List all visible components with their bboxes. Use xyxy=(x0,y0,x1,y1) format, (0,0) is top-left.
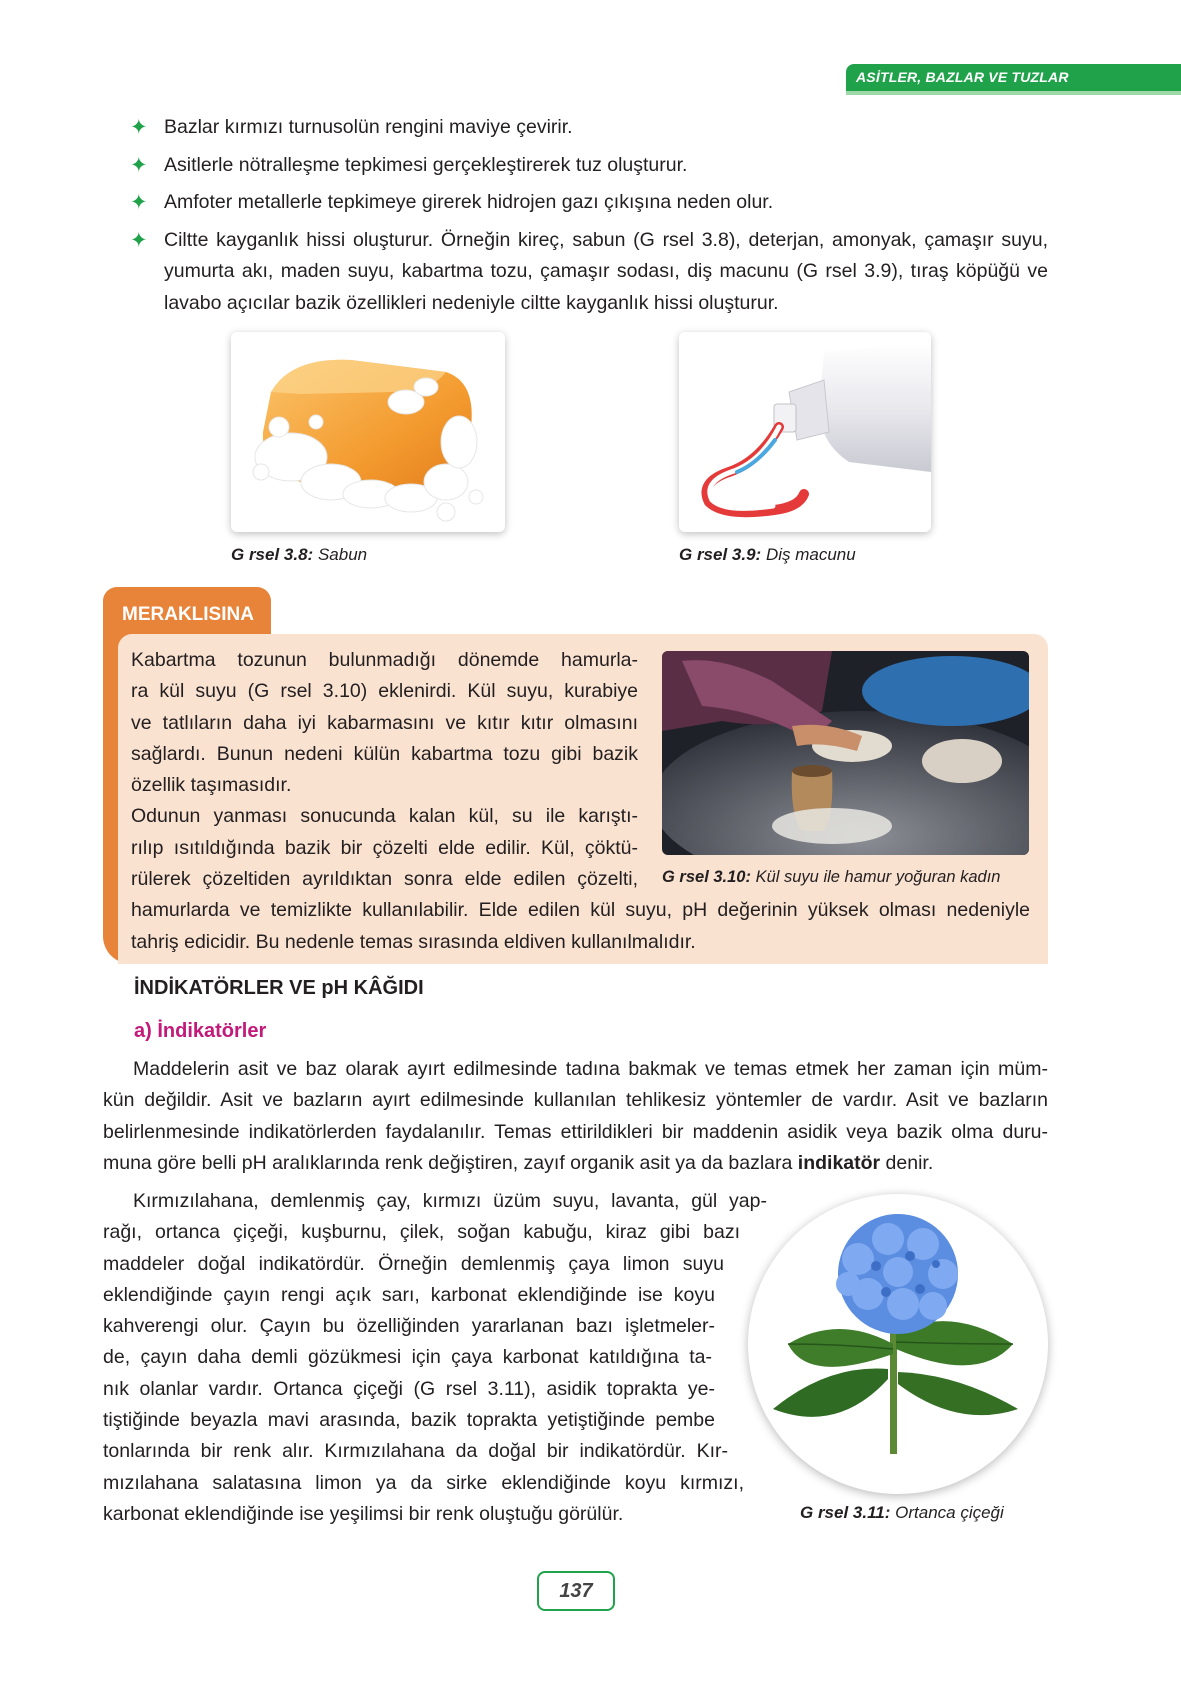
bullet-item: ✦ Bazlar kırmızı turnusolün rengini maviye çevirir. xyxy=(130,112,1048,144)
bullet-item: ✦ Asitlerle nötralleşme tepkimesi gerçekleştirerek tuz oluşturur. xyxy=(130,150,1048,182)
paragraph-natural-indicators: Kırmızılahana, demlenmiş çay, kırmızı üzüm suyu, lavanta, gül yap- rağı, ortanca çiçeği, kuşburnu, çilek, soğan kabuğu, kiraz gibi bazı maddeler doğal indikatördür. Örneğin demlenmiş çaya limon suyu eklendiğinde çayın rengi açık sarı, karbonat eklendiğinde ise koyu kahverengi olur. Çayın bu özelliğinden yararlanan bazı işletmeler- de, çayın daha demli gözükmesi için çaya karbonat katıldığına ta- nık olanlar vardır. Ortanca çiçeği (G rsel 3.11), asidik toprakta ye- tiştiğinde beyazla mavi arasında, bazik toprakta yetiştiğinde pembe tonlarında bir renk alır. Kırmızılahana da doğal bir indikatördür. Kır- mızılahana salatasına limon ya da sirke eklendiğinde koyu kırmızı, karbonat eklendiğinde ise yeşilimsi bir renk oluştuğu görülür. xyxy=(103,1190,767,1525)
figure-caption: G rsel 3.9: Diş macunu xyxy=(679,545,856,564)
ash-water-dough-photo xyxy=(662,651,1029,855)
bullet-list xyxy=(130,112,1048,325)
bullet-item: ✦ Ciltte kayganlık hissi oluşturur. Örneğin kireç, sabun (G rsel 3.8), deterjan, amonyak, çamaşır suyu, yumurta akı, maden suyu, kabartma tozu, çamaşır sodası, diş macunu (G rsel 3.9), tıraş köpüğü ve lavabo açıcılar bazik özellikleri nedeniyle ciltte kayganlık hissi oluşturur. xyxy=(130,225,1048,320)
paragraph-indicators: Maddelerin asit ve baz olarak ayırt edilmesinde tadına bakmak ve temas etmek her zaman için müm- kün değildir. Asit ve bazların ayırt edilmesinde kullanılan tehlikesiz yöntemler de vardır. Asit ve bazların belirlenmesinde indikatörlerden faydalanılır. Temas ettirildikleri bir maddenin asidik veya bazik olma duru- muna göre belli pH aralıklarında renk değiştiren, zayıf organik asit ya da bazlara indikatör denir. xyxy=(103,1058,1048,1174)
meraklisina-title: MERAKLISINA xyxy=(103,587,271,636)
four-point-star-icon: ✦ xyxy=(130,191,148,214)
bullet-item: ✦ Amfoter metallerle tepkimeye girerek hidrojen gazı çıkışına neden olur. xyxy=(130,187,1048,219)
page-number: 137 xyxy=(537,1571,615,1611)
four-point-star-icon: ✦ xyxy=(130,228,148,252)
soap-image xyxy=(231,332,505,532)
meraklisina-text: Kabartma tozunun bulunmadığı dönemde hamurla- ra kül suyu (G rsel 3.10) eklenirdi. Kül suyu, kurabiye ve tatlıların daha iyi kabarmasını ve kıtır kıtır olmasını sağlardı. Bunun nedeni külün kabartma tozu gibi bazik özellik taşımasıdır. Odunun yanması sonucunda kalan kül, su ile karıştı- rılıp ısıtıldığında bazik bir çözelti elde edilir. Kül, çöktü- rülerek çözeltiden ayrıldıktan sonra elde edilen çözelti, hamurlarda ve temizlikte kullanılabilir. Elde edilen kül suyu, pH değerinin yüksek olması nedeniyle tahriş edicidir. Bu nedenle temas sırasında eldiven kullanılmalıdır. xyxy=(131,649,1030,953)
figure-caption: G rsel 3.10: Kül suyu ile hamur yoğuran kadın xyxy=(662,868,1001,886)
toothpaste-image xyxy=(679,332,931,532)
subsection-heading: a) İndikatörler xyxy=(134,1020,267,1042)
figure-caption: G rsel 3.8: Sabun xyxy=(231,545,368,564)
chapter-header: ASİTLER, BAZLAR VE TUZLAR xyxy=(846,64,1181,91)
four-point-star-icon: ✦ xyxy=(130,116,148,139)
figure-caption: G rsel 3.11: Ortanca çiçeği xyxy=(800,1503,1004,1522)
section-heading: İNDİKATÖRLER VE pH KÂĞIDI xyxy=(134,977,424,999)
hydrangea-image xyxy=(748,1194,1048,1494)
four-point-star-icon: ✦ xyxy=(130,153,148,177)
